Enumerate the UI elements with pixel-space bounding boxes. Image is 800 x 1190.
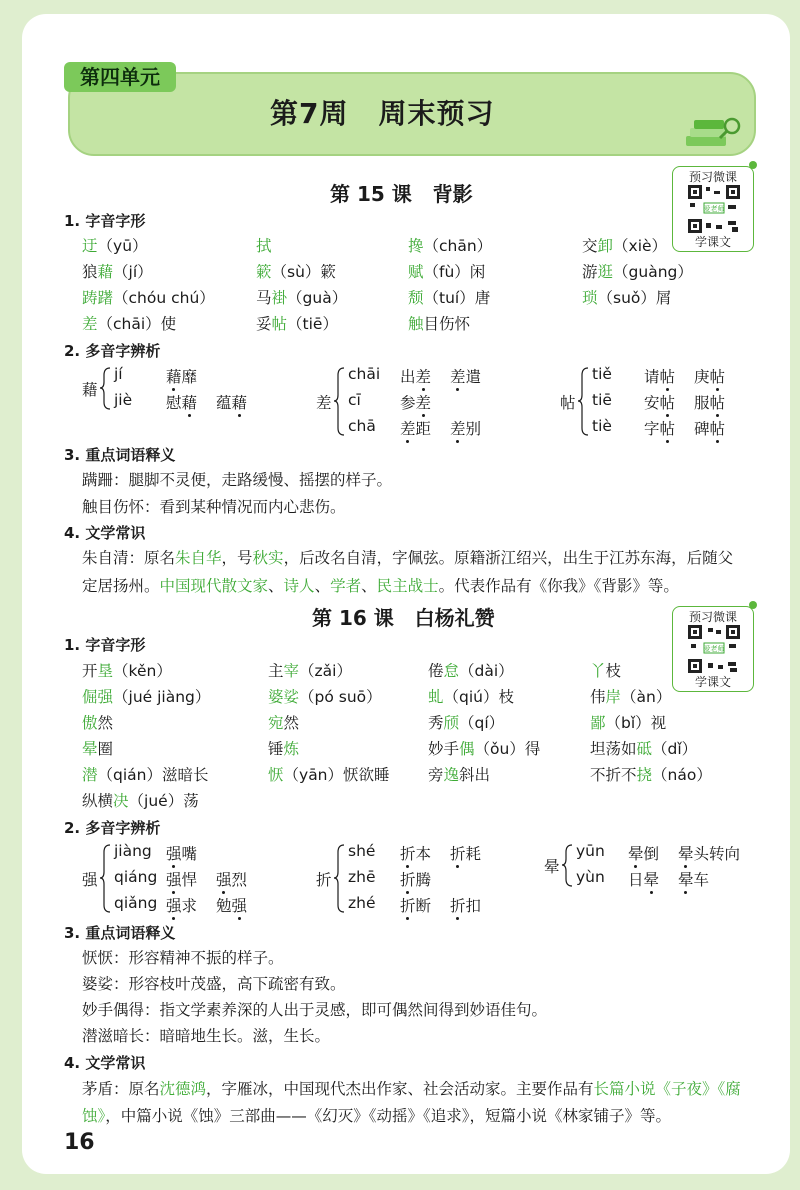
pinyin-label: chāi (348, 365, 381, 383)
poly-word: 差距 (400, 420, 432, 438)
qr-pattern-icon (688, 625, 740, 673)
lesson15-section-1: 1. 字音字形 (64, 212, 146, 230)
pinyin-label: cī (348, 391, 361, 409)
pinyin-label: shé (348, 842, 376, 860)
pinyin-label: jí (114, 365, 123, 383)
poly-word: 藉靡 (166, 368, 198, 386)
pinyin-label: qiáng (114, 868, 158, 886)
qr-label-bottom: 学课文 (694, 675, 731, 689)
lesson15-section-3: 3. 重点词语释义 (64, 446, 176, 464)
poly-char: 帖 (560, 394, 576, 412)
lesson16-section-1: 1. 字音字形 (64, 636, 146, 654)
poly-word: 蕴藉 (216, 394, 248, 412)
qr-center-label: 爱老师 (703, 205, 725, 213)
poly-word: 庚帖 (694, 368, 726, 386)
lesson16-name: 白杨礼赞 (414, 606, 495, 630)
poly-word: 服帖 (694, 394, 726, 412)
week-label: 第7周 (270, 97, 349, 130)
definition-line: 婆娑：形容枝叶茂盛，高下疏密有致。 (82, 975, 346, 993)
qr-label-bottom: 学课文 (694, 235, 731, 249)
poly-word: 出差 (400, 368, 432, 386)
qr-pattern-icon (688, 185, 740, 233)
literature-line-1: 茅盾：原名沈德鸿，字雁冰，中国现代杰出作家、社会活动家。主要作品有长篇小说《子夜》《腐 (82, 1080, 741, 1098)
definition-line: 潜滋暗长：暗暗地生长。滋，生长。 (82, 1027, 331, 1045)
brace-icon (100, 844, 112, 914)
poly-word: 晕倒 (628, 845, 660, 863)
poly-char: 差 (316, 394, 332, 412)
lesson16-section-3: 3. 重点词语释义 (64, 924, 176, 942)
pinyin-label: tiè (592, 417, 612, 435)
pinyin-label: tiē (592, 391, 612, 409)
poly-word: 安帖 (644, 394, 676, 412)
qr-label-top: 预习微课 (688, 610, 737, 624)
definition-line: 妙手偶得：指文学素养深的人出于灵感，即可偶然间得到妙语佳句。 (82, 1001, 548, 1019)
poly-word: 晕车 (678, 871, 710, 889)
books-magnifier-icon (682, 114, 744, 154)
poly-word: 日晕 (628, 871, 660, 889)
qr-code-lesson15[interactable] (672, 166, 754, 252)
poly-word: 强嘴 (166, 845, 198, 863)
banner-title (270, 92, 495, 132)
poly-word: 勉强 (216, 897, 248, 915)
banner-heading: 周末预习 (378, 97, 495, 130)
poly-word: 慰藉 (166, 394, 198, 412)
poly-word: 强求 (166, 897, 198, 915)
brace-icon (562, 844, 574, 888)
brace-icon (100, 367, 112, 411)
poly-word: 折断 (400, 897, 432, 915)
poly-char: 晕 (544, 858, 560, 876)
pinyin-label: zhé (348, 894, 376, 912)
poly-word: 强烈 (216, 871, 248, 889)
unit-tag: 第四单元 (64, 62, 176, 92)
lesson15-number: 第 15 课 (330, 182, 412, 206)
poly-word: 折耗 (450, 845, 482, 863)
poly-word: 差别 (450, 420, 482, 438)
definition-line: 触目伤怀：看到某种情况而内心悲伤。 (82, 498, 346, 516)
pinyin-label: jiè (114, 391, 133, 409)
literature-line-2: 定居扬州。中国现代散文家、诗人、学者、民主战士。代表作品有《你我》《背影》等。 (82, 577, 679, 595)
qr-label-top: 预习微课 (688, 170, 737, 184)
poly-char: 藉 (82, 381, 98, 399)
pinyin-label: qiǎng (114, 894, 158, 912)
poly-word: 强悍 (166, 871, 198, 889)
poly-word: 折扣 (450, 897, 482, 915)
lesson15-section-4: 4. 文学常识 (64, 524, 146, 542)
pinyin-label: yùn (576, 868, 605, 886)
qr-code-lesson16[interactable] (672, 606, 754, 692)
brace-icon (334, 367, 346, 437)
pinyin-label: jiàng (114, 842, 152, 860)
lesson16-section-2: 2. 多音字辨析 (64, 819, 161, 837)
poly-word: 请帖 (644, 368, 676, 386)
pinyin-label: zhē (348, 868, 376, 886)
poly-word: 晕头转向 (678, 845, 741, 863)
pinyin-label: tiě (592, 365, 612, 383)
lesson16-title (312, 602, 495, 631)
poly-char: 折 (316, 871, 332, 889)
qr-center-label: 爱老师 (703, 645, 725, 653)
lesson15-section-2: 2. 多音字辨析 (64, 342, 161, 360)
poly-word: 字帖 (644, 420, 676, 438)
poly-word: 折腾 (400, 871, 432, 889)
poly-char: 强 (82, 871, 98, 889)
poly-word: 参差 (400, 394, 432, 412)
lesson15-title (330, 178, 473, 207)
definition-line: 蹒跚：腿脚不灵便，走路缓慢、摇摆的样子。 (82, 471, 393, 489)
pinyin-label: chā (348, 417, 376, 435)
lesson16-section-4: 4. 文学常识 (64, 1054, 146, 1072)
poly-word: 差遣 (450, 368, 482, 386)
lesson16-number: 第 16 课 (312, 606, 394, 630)
brace-icon (334, 844, 346, 914)
definition-line: 恹恹：形容精神不振的样子。 (82, 949, 284, 967)
literature-line-2: 蚀》，中篇小说《蚀》三部曲——《幻灭》《动摇》《追求》，短篇小说《林家铺子》等。 (82, 1107, 672, 1125)
poly-word: 碑帖 (694, 420, 726, 438)
literature-line-1: 朱自清：原名朱自华，号秋实，后改名自清，字佩弦。原籍浙江绍兴，出生于江苏东海，后随父 (82, 549, 734, 567)
lesson15-name: 背影 (432, 182, 473, 206)
pinyin-label: yūn (576, 842, 605, 860)
poly-word: 折本 (400, 845, 432, 863)
page-number: 16 (64, 1130, 95, 1155)
brace-icon (578, 367, 590, 437)
